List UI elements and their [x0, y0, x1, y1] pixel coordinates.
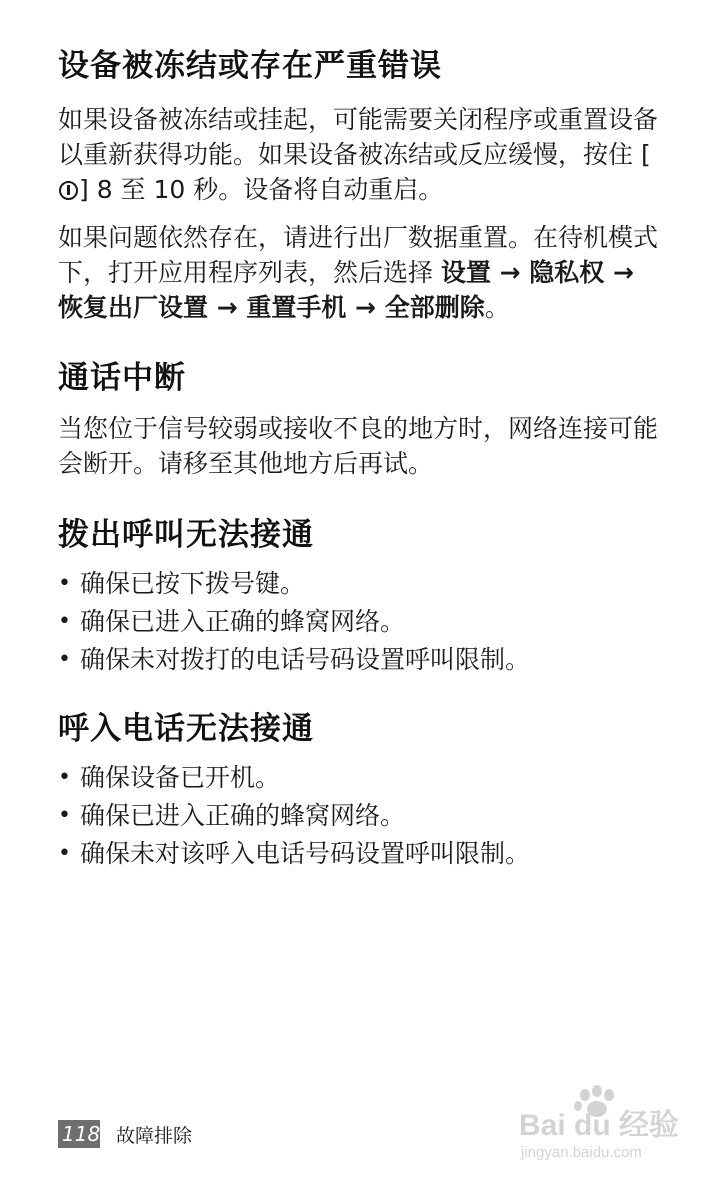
section-title: 通话中断 — [58, 360, 186, 396]
list-item-text: 确保已按下拨号键。 — [80, 569, 306, 598]
section-outgoing-calls — [58, 515, 658, 679]
list-item-text: 确保已进入正确的蜂窝网络。 — [80, 607, 406, 636]
paragraph-text: ] 8 至 10 秒。设备将自动重启。 — [79, 175, 444, 204]
bullet-list — [58, 759, 658, 873]
watermark-logo-icon — [515, 1085, 695, 1165]
list-item — [58, 565, 658, 603]
list-item — [58, 835, 658, 873]
list-item-text: 确保设备已开机。 — [80, 763, 281, 792]
section-incoming-calls — [58, 709, 658, 873]
paragraph-call-dropped: 当您位于信号较弱或接收不良的地方时，网络连接可能会断开。请移至其他地方后再试。 — [58, 414, 659, 478]
section-title: 呼入电话无法接通 — [58, 711, 314, 747]
bullet-marker: • — [58, 803, 71, 828]
paragraph-factory-reset — [58, 220, 658, 325]
list-item — [58, 641, 658, 679]
paragraph-end: 。 — [484, 293, 510, 322]
bullet-marker: • — [58, 647, 71, 672]
chapter-title: 故障排除 — [116, 1124, 193, 1147]
list-item — [58, 603, 658, 641]
watermark-logo-text: Bai du 经验 — [519, 1109, 680, 1142]
paragraph-frozen-restart — [58, 102, 658, 207]
list-item-text: 确保未对该呼入电话号码设置呼叫限制。 — [80, 839, 531, 868]
bullet-marker: • — [58, 571, 71, 596]
menu-path: 设置 → 隐私权 → 恢复出厂设置 → 重置手机 → 全部删除 — [58, 258, 634, 322]
section-title: 设备被冻结或存在严重错误 — [58, 48, 442, 84]
page-footer — [58, 1120, 192, 1148]
watermark — [515, 1085, 695, 1165]
section-call-dropped — [58, 358, 658, 481]
page-number: 118 — [58, 1120, 100, 1148]
paragraph-text: 如果问题依然存在，请进行出厂数据重置。在待机模式下，打开应用程序列表，然后选择 — [58, 223, 659, 287]
list-item-text: 确保已进入正确的蜂窝网络。 — [80, 801, 406, 830]
list-item — [58, 797, 658, 835]
bullet-marker: • — [58, 765, 71, 790]
bullet-list — [58, 565, 658, 679]
section-title: 拨出呼叫无法接通 — [58, 517, 314, 553]
list-item — [58, 759, 658, 797]
paragraph-text: 如果设备被冻结或挂起，可能需要关闭程序或重置设备以重新获得功能。如果设备被冻结或反应缓慢，按住 [ — [58, 105, 659, 169]
watermark-url: jingyan.baidu.com — [521, 1144, 642, 1161]
list-item-text: 确保未对拨打的电话号码设置呼叫限制。 — [80, 645, 531, 674]
bullet-marker: • — [58, 841, 71, 866]
section-device-frozen — [58, 46, 658, 325]
power-icon — [59, 181, 78, 200]
bullet-marker: • — [58, 609, 71, 634]
page-content — [58, 46, 658, 873]
